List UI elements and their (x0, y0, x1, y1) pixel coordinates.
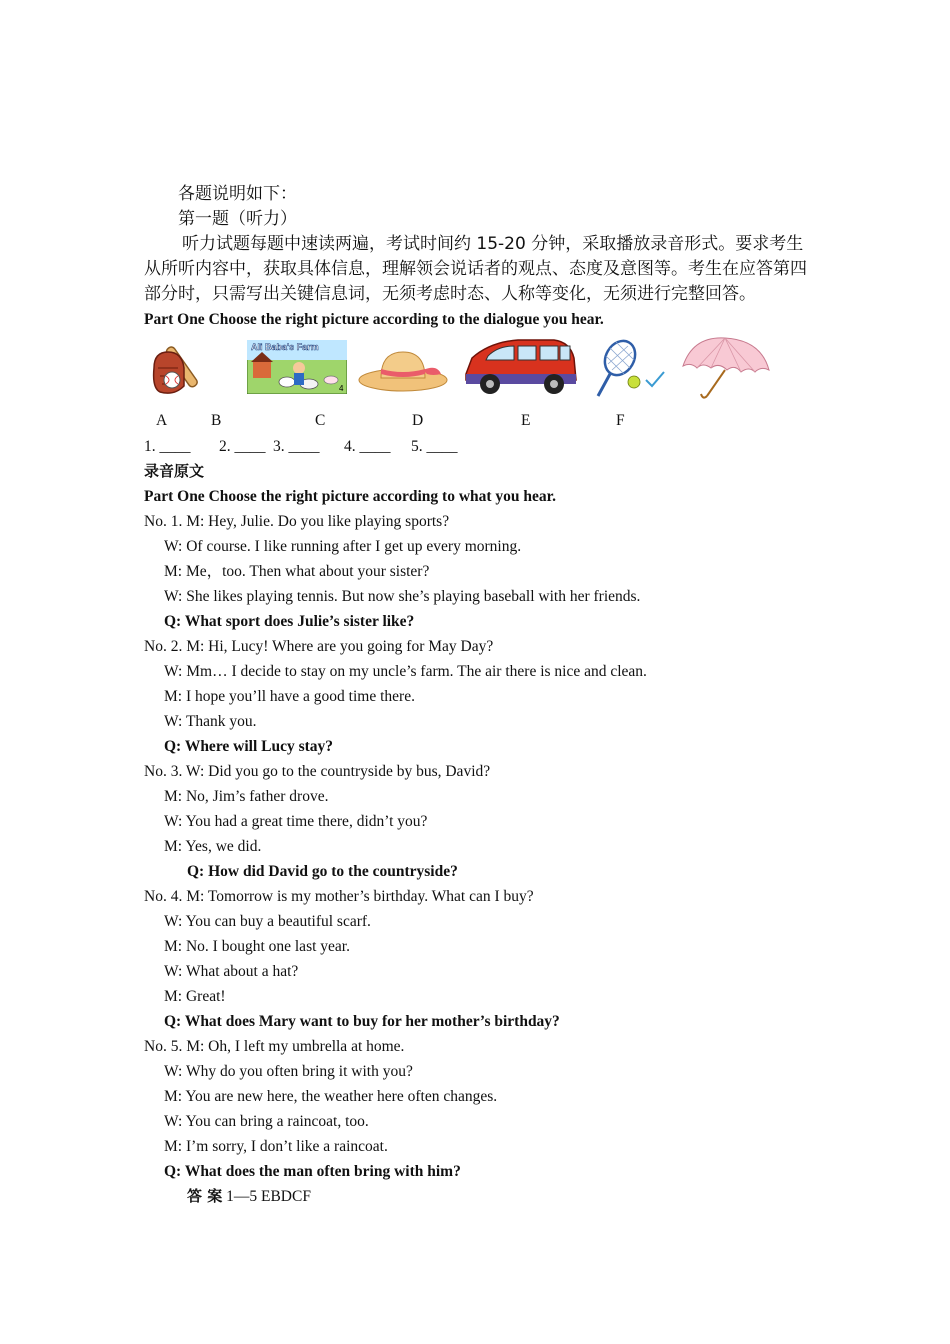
dialogue-3-first: No. 3. W: Did you go to the countryside by bus, David? (144, 763, 491, 780)
blank-4: 4. ____ (344, 438, 391, 455)
dialogue-line: M: No. I bought one last year. (164, 938, 350, 955)
document-page (144, 182, 814, 1209)
umbrella-icon (679, 336, 771, 400)
transcript-title: Part One Choose the right picture according to what you hear. (144, 488, 557, 505)
dialogue-line: M: I’m sorry, I don’t like a raincoat. (164, 1138, 388, 1155)
section-title: 第一题（听力） (178, 209, 297, 229)
dialogue-line: W: Thank you. (164, 713, 257, 730)
letter-d: D (412, 412, 424, 429)
dialogue-line: W: You can bring a raincoat, too. (164, 1113, 369, 1130)
blank-1: 1. ____ (144, 438, 191, 455)
letter-a: A (156, 412, 168, 429)
tennis-racket-icon (594, 338, 672, 400)
dialogue-line: M: Yes, we did. (164, 838, 262, 855)
answer-value: 1—5 EBDCF (226, 1188, 311, 1205)
car-icon (462, 334, 580, 398)
dialogue-5-question: Q: What does the man often bring with him? (164, 1163, 461, 1180)
hat-icon (357, 344, 449, 394)
picture-letters (144, 412, 814, 434)
dialogue-line: W: You can buy a beautiful scarf. (164, 913, 371, 930)
dialogue-line: W: What about a hat? (164, 963, 299, 980)
dialogue-line: W: Why do you often bring it with you? (164, 1063, 413, 1080)
dialogue-line: M: Me，too. Then what about your sister? (164, 563, 430, 580)
part-one-title: Part One Choose the right picture according to the dialogue you hear. (144, 311, 604, 328)
dialogue-4-first: No. 4. M: Tomorrow is my mother’s birthday. What can I buy? (144, 888, 534, 905)
dialogue-line: M: I hope you’ll have a good time there. (164, 688, 415, 705)
dialogue-1-question: Q: What sport does Julie’s sister like? (164, 613, 415, 630)
dialogue-line: W: Mm… I decide to stay on my uncle’s farm. The air there is nice and clean. (164, 663, 647, 680)
dialogue-4-question: Q: What does Mary want to buy for her mother’s birthday? (164, 1013, 560, 1030)
farm-picture-number: 4 (339, 384, 344, 393)
transcript-heading: 录音原文 (144, 462, 205, 480)
dialogue-2-first: No. 2. M: Hi, Lucy! Where are you going for May Day? (144, 638, 494, 655)
dialogue-5-first: No. 5. M: Oh, I left my umbrella at home. (144, 1038, 405, 1055)
picture-row (144, 334, 814, 412)
dialogue-1-first: No. 1. M: Hey, Julie. Do you like playing sports? (144, 513, 450, 530)
answer-line (144, 1184, 814, 1209)
letter-e: E (521, 412, 531, 429)
letter-c: C (315, 412, 326, 429)
dialogue-line: M: Great! (164, 988, 226, 1005)
dialogue-2-question: Q: Where will Lucy stay? (164, 738, 334, 755)
letter-b: B (211, 412, 222, 429)
answer-blanks (144, 434, 814, 459)
blank-3: 3. ____ (273, 438, 320, 455)
section-description: 听力试题每题中速读两遍，考试时间约 15-20 分钟，采取播放录音形式。要求考生从所听内容中，获取具体信息，理解领会说话者的观点、态度及意图等。考生在应答第四部分时，只需写出关键信息词，无须考虑时态、人称等变化，无须进行完整回答。 (144, 234, 807, 304)
dialogue-line: W: Of course. I like running after I get up every morning. (164, 538, 522, 555)
farm-picture-icon (247, 340, 347, 394)
farm-picture-caption: Ali Baba's Farm (251, 342, 319, 352)
dialogue-line: W: She likes playing tennis. But now she’s playing baseball with her friends. (164, 588, 641, 605)
dialogue-line: M: No, Jim’s father drove. (164, 788, 329, 805)
blank-2: 2. ____ (219, 438, 266, 455)
letter-f: F (616, 412, 625, 429)
answer-label: 答 案 (187, 1187, 223, 1205)
dialogue-line: W: You had a great time there, didn’t you? (164, 813, 428, 830)
dialogue-line: M: You are new here, the weather here often changes. (164, 1088, 498, 1105)
baseball-glove-icon (148, 338, 212, 400)
blank-5: 5. ____ (411, 438, 458, 455)
dialogue-3-question: Q: How did David go to the countryside? (187, 863, 458, 880)
intro-heading: 各题说明如下： (178, 184, 297, 204)
